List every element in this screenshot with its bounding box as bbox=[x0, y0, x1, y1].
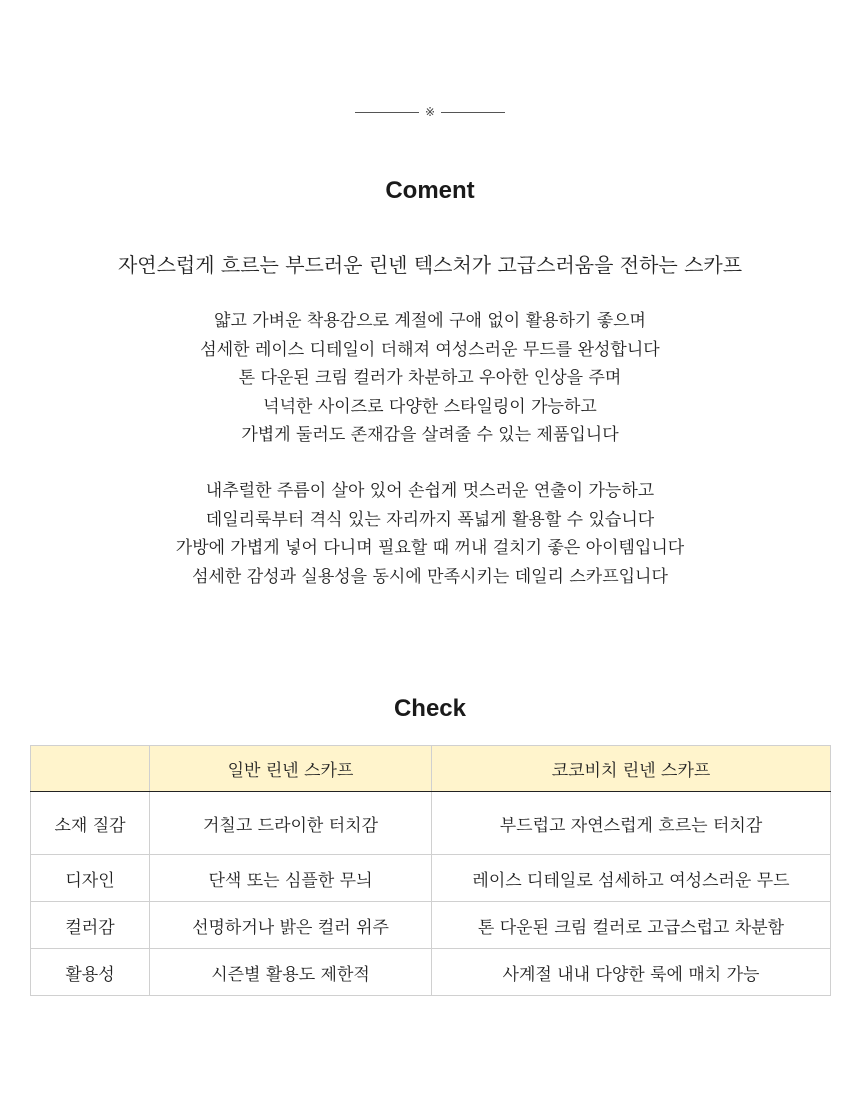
header-cell-cocobeach: 코코비치 린넨 스카프 bbox=[432, 746, 831, 792]
header-cell-empty bbox=[31, 746, 150, 792]
general-cell: 선명하거나 밝은 컬러 위주 bbox=[150, 902, 432, 949]
section-divider bbox=[0, 102, 860, 122]
row-label: 디자인 bbox=[31, 855, 150, 902]
divider-line-right bbox=[441, 112, 505, 113]
table-row bbox=[31, 949, 831, 996]
coment-paragraph-2 bbox=[0, 477, 860, 591]
general-cell: 거칠고 드라이한 터치감 bbox=[150, 792, 432, 855]
cocobeach-cell: 톤 다운된 크림 컬러로 고급스럽고 차분함 bbox=[432, 902, 831, 949]
coment-paragraph-1 bbox=[0, 307, 860, 450]
paragraph-line: 가방에 가볍게 넣어 다니며 필요할 때 꺼내 걸치기 좋은 아이템입니다 bbox=[175, 538, 685, 558]
divider-mark-icon: ※ bbox=[424, 105, 436, 119]
cocobeach-cell: 사계절 내내 다양한 룩에 매치 가능 bbox=[432, 949, 831, 996]
table-header-row bbox=[31, 746, 831, 792]
cocobeach-cell: 부드럽고 자연스럽게 흐르는 터치감 bbox=[432, 792, 831, 855]
check-heading: Check bbox=[393, 695, 467, 722]
coment-heading: Coment bbox=[385, 177, 475, 204]
paragraph-line: 가볍게 둘러도 존재감을 살려줄 수 있는 제품입니다 bbox=[241, 425, 619, 445]
row-label: 소재 질감 bbox=[31, 792, 150, 855]
comparison-table bbox=[30, 745, 831, 996]
table-row bbox=[31, 792, 831, 855]
paragraph-line: 넉넉한 사이즈로 다양한 스타일링이 가능하고 bbox=[263, 396, 597, 417]
divider-line-left bbox=[355, 112, 419, 113]
paragraph-line: 내추럴한 주름이 살아 있어 손쉽게 멋스러운 연출이 가능하고 bbox=[205, 481, 655, 501]
row-label: 컬러감 bbox=[31, 902, 150, 949]
table-row bbox=[31, 902, 831, 949]
paragraph-line: 섬세한 레이스 디테일이 더해져 여성스러운 무드를 완성합니다 bbox=[200, 339, 660, 360]
row-label: 활용성 bbox=[31, 949, 150, 996]
paragraph-line: 데일리룩부터 격식 있는 자리까지 폭넓게 활용할 수 있습니다 bbox=[205, 509, 655, 530]
header-cell-general: 일반 린넨 스카프 bbox=[150, 746, 432, 792]
paragraph-line: 톤 다운된 크림 컬러가 차분하고 우아한 인상을 주며 bbox=[238, 368, 622, 388]
general-cell: 단색 또는 심플한 무늬 bbox=[150, 855, 432, 902]
paragraph-line: 얇고 가벼운 착용감으로 계절에 구애 없이 활용하기 좋으며 bbox=[214, 311, 646, 331]
paragraph-line: 섬세한 감성과 실용성을 동시에 만족시키는 데일리 스카프입니다 bbox=[192, 566, 668, 587]
coment-lead: 자연스럽게 흐르는 부드러운 린넨 텍스처가 고급스러움을 전하는 스카프 bbox=[117, 253, 743, 277]
general-cell: 시즌별 활용도 제한적 bbox=[150, 949, 432, 996]
table-row bbox=[31, 855, 831, 902]
cocobeach-cell: 레이스 디테일로 섬세하고 여성스러운 무드 bbox=[432, 855, 831, 902]
